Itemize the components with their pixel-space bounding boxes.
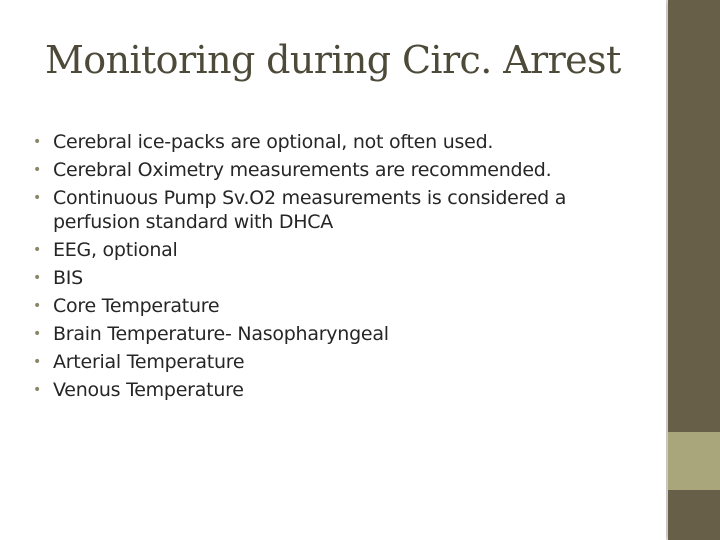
bullet-icon: • bbox=[33, 190, 42, 206]
bullet-item bbox=[30, 266, 630, 290]
bullet-text: BIS bbox=[53, 267, 83, 289]
bullet-icon: • bbox=[33, 162, 42, 178]
bullet-text: Cerebral Oximetry measurements are recommended. bbox=[53, 159, 552, 181]
bullet-item bbox=[30, 322, 630, 346]
bullet-icon: • bbox=[33, 326, 42, 342]
bullet-list bbox=[30, 130, 630, 406]
bullet-item bbox=[30, 186, 630, 234]
bullet-item bbox=[30, 158, 630, 182]
bullet-item bbox=[30, 238, 630, 262]
bullet-icon: • bbox=[33, 382, 42, 398]
bullet-text: Brain Temperature- Nasopharyngeal bbox=[53, 323, 389, 345]
bullet-text: Core Temperature bbox=[53, 295, 220, 317]
slide-title: Monitoring during Circ. Arrest bbox=[45, 38, 621, 82]
bullet-item bbox=[30, 130, 630, 154]
decorative-accent-block bbox=[668, 432, 720, 490]
bullet-icon: • bbox=[33, 298, 42, 314]
bullet-icon: • bbox=[33, 354, 42, 370]
bullet-text: Venous Temperature bbox=[53, 379, 244, 401]
bullet-item bbox=[30, 378, 630, 402]
bullet-text: EEG, optional bbox=[53, 239, 178, 261]
bullet-text: Arterial Temperature bbox=[53, 351, 245, 373]
bullet-item bbox=[30, 294, 630, 318]
bullet-icon: • bbox=[33, 242, 42, 258]
bullet-text: Continuous Pump Sv.O2 measurements is considered a perfusion standard with DHCA bbox=[53, 187, 567, 233]
bullet-icon: • bbox=[33, 270, 42, 286]
bullet-icon: • bbox=[33, 134, 42, 150]
bullet-text: Cerebral ice-packs are optional, not often used. bbox=[53, 131, 494, 153]
bullet-item bbox=[30, 350, 630, 374]
